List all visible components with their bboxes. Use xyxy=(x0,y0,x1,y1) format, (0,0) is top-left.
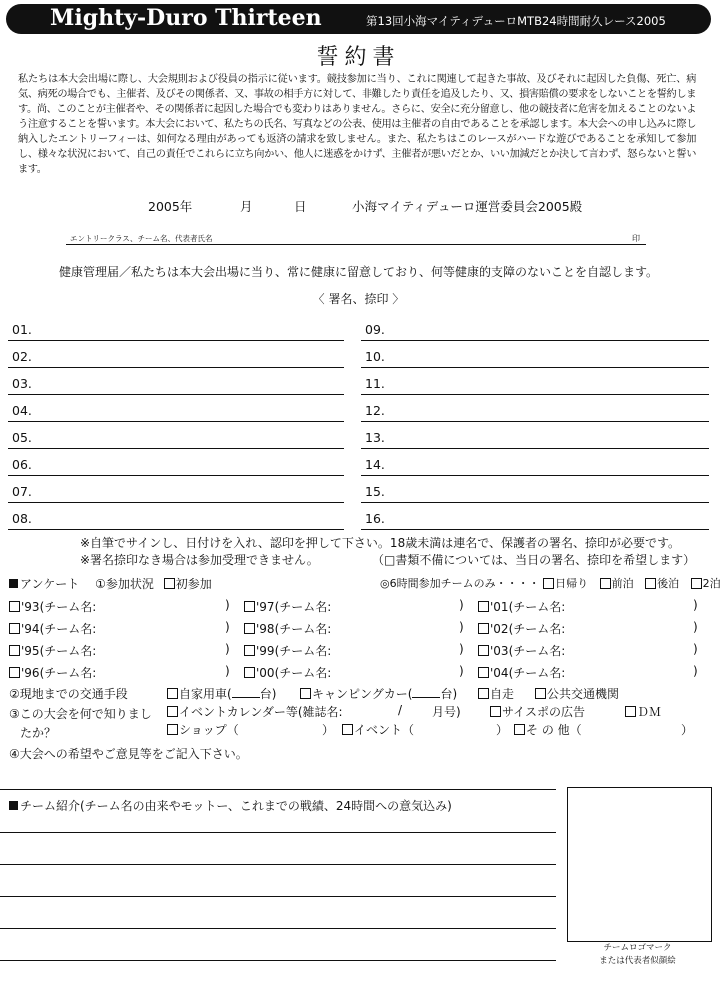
team-intro-line[interactable] xyxy=(0,896,556,897)
paren-close: ) xyxy=(225,642,230,656)
year-checkbox[interactable] xyxy=(244,601,255,612)
paren-close: ） xyxy=(681,723,694,737)
q3-label-line2: たか？ xyxy=(20,726,57,740)
day-trip-label: 日帰り xyxy=(555,577,589,590)
first-time-label: 初参加 xyxy=(175,577,212,591)
paren-close: ) xyxy=(225,664,230,678)
year-checkbox[interactable] xyxy=(9,623,20,634)
signature-row[interactable]: 13. xyxy=(361,421,709,449)
calendar-checkbox[interactable] xyxy=(167,706,178,717)
year-checkbox[interactable] xyxy=(9,601,20,612)
paren-close: ） xyxy=(322,723,335,737)
year-01[interactable]: '01(チーム名: xyxy=(478,598,565,615)
year-97[interactable]: '97(チーム名: xyxy=(244,598,331,615)
document-title: 誓約書 xyxy=(316,45,401,70)
public-transport-checkbox[interactable] xyxy=(535,688,546,699)
signature-row[interactable]: 05. xyxy=(8,421,344,449)
dm-checkbox[interactable] xyxy=(625,706,636,717)
stay-label: ◎6時間参加チームのみ・・・・ xyxy=(380,577,540,590)
camper-checkbox[interactable] xyxy=(300,688,311,699)
event-checkbox[interactable] xyxy=(342,724,353,735)
year-checkbox[interactable] xyxy=(478,601,489,612)
camper-count-field[interactable] xyxy=(412,697,440,698)
signature-row[interactable]: 11. xyxy=(361,367,709,395)
note-required: ※署名捺印なき場合は参加受理できません。 xyxy=(80,553,319,567)
bike-checkbox[interactable] xyxy=(478,688,489,699)
header-bar xyxy=(6,4,711,34)
entry-seal: 印 xyxy=(632,234,640,243)
magazine-slash: / xyxy=(398,703,403,717)
two-nights-checkbox[interactable] xyxy=(691,578,702,589)
other-checkbox[interactable] xyxy=(514,724,525,735)
team-intro-line[interactable] xyxy=(0,832,556,833)
year-checkbox[interactable] xyxy=(244,623,255,634)
paren-close: ) xyxy=(459,642,464,656)
year-checkbox[interactable] xyxy=(244,667,255,678)
signature-row[interactable]: 08. xyxy=(8,502,344,530)
year-04[interactable]: '04(チーム名: xyxy=(478,664,565,681)
sponsor-ad-checkbox[interactable] xyxy=(490,706,501,717)
entry-label: エントリークラス、チーム名、代表者氏名 xyxy=(70,234,213,243)
signature-heading: 〈 署名、捺印 〉 xyxy=(312,292,405,306)
q2-label: ②現地までの交通手段 xyxy=(9,687,128,701)
addressee: 小海マイティデューロ運営委員会2005殿 xyxy=(352,199,583,214)
year-checkbox[interactable] xyxy=(478,623,489,634)
signature-row[interactable]: 06. xyxy=(8,448,344,476)
paren-close: ) xyxy=(693,642,698,656)
logo-caption-2: または代表者似顔絵 xyxy=(599,956,676,966)
post-stay-label: 後泊 xyxy=(657,577,680,590)
team-intro-line[interactable] xyxy=(0,960,556,961)
paren-close: ) xyxy=(693,620,698,634)
paren-close: ) xyxy=(225,598,230,612)
date-day: 日 xyxy=(294,199,307,214)
source-sponsor-ad[interactable]: サイスポの広告 xyxy=(490,703,585,720)
date-month: 月 xyxy=(240,199,253,214)
transport-public[interactable]: 公共交通機関 xyxy=(535,685,619,702)
paren-close: ) xyxy=(459,598,464,612)
source-calendar[interactable]: イベントカレンダー等(雑誌名: xyxy=(167,703,343,720)
header-subtitle: 第13回小海マイティデューロMTB24時間耐久レース2005 xyxy=(366,14,666,28)
source-event[interactable]: イベント（ xyxy=(342,721,414,738)
team-intro-heading: チーム紹介(チーム名の由来やモットー、これまでの戦績、24時間への意気込み) xyxy=(20,799,452,813)
paren-close: ） xyxy=(496,723,509,737)
year-checkbox[interactable] xyxy=(244,645,255,656)
year-96[interactable]: '96(チーム名: xyxy=(9,664,96,681)
year-98[interactable]: '98(チーム名: xyxy=(244,620,331,637)
pre-stay-checkbox[interactable] xyxy=(600,578,611,589)
year-00[interactable]: '00(チーム名: xyxy=(244,664,331,681)
team-intro-line[interactable] xyxy=(0,864,556,865)
survey-heading-row xyxy=(9,575,212,592)
transport-camper[interactable]: キャンピングカー( 台) xyxy=(300,685,457,702)
paren-close: ) xyxy=(225,620,230,634)
source-other[interactable]: そ の 他（ xyxy=(514,721,582,738)
square-bullet-icon xyxy=(9,579,18,588)
signature-row[interactable]: 02. xyxy=(8,340,344,368)
note-documents: （□書類不備については、当日の署名、捺印を希望します） xyxy=(372,553,696,567)
shop-checkbox[interactable] xyxy=(167,724,178,735)
two-nights-label: 2泊 xyxy=(702,577,721,590)
post-stay-checkbox[interactable] xyxy=(645,578,656,589)
car-checkbox[interactable] xyxy=(167,688,178,699)
square-bullet-icon xyxy=(9,801,18,810)
transport-car[interactable]: 自家用車( 台) xyxy=(167,685,276,702)
q1-label: ①参加状況 xyxy=(95,577,154,591)
signature-row[interactable]: 01. xyxy=(8,313,344,341)
year-02[interactable]: '02(チーム名: xyxy=(478,620,565,637)
q4-label: ④大会への希望やご意見等をご記入下さい。 xyxy=(9,747,248,761)
team-intro-top-rule xyxy=(0,789,556,790)
signature-row[interactable]: 04. xyxy=(8,394,344,422)
team-intro-line[interactable] xyxy=(0,928,556,929)
team-logo-box[interactable] xyxy=(567,787,712,942)
car-count-field[interactable] xyxy=(232,697,260,698)
signature-row[interactable]: 15. xyxy=(361,475,709,503)
magazine-issue: 月号) xyxy=(432,705,461,719)
source-shop[interactable]: ショップ（ xyxy=(167,721,239,738)
signature-row[interactable]: 09. xyxy=(361,313,709,341)
stay-row xyxy=(380,575,721,591)
year-checkbox[interactable] xyxy=(478,667,489,678)
first-time-checkbox[interactable] xyxy=(164,578,175,589)
year-99[interactable]: '99(チーム名: xyxy=(244,642,331,659)
signature-row[interactable]: 16. xyxy=(361,502,709,530)
transport-bike[interactable]: 自走 xyxy=(478,685,514,702)
year-93[interactable]: '93(チーム名: xyxy=(9,598,96,615)
signature-row[interactable]: 07. xyxy=(8,475,344,503)
day-trip-checkbox[interactable] xyxy=(543,578,554,589)
survey-heading: アンケート xyxy=(20,577,80,591)
pledge-text: 私たちは本大会出場に際し、大会規則および役員の指示に従います。競技参加に当り、これに関連して起きた事故、及びそれに起因した負傷、死亡、病気、病死の場合でも、主催者、及びその関係者、又、事故の相手方に対して、非難したり責任を追及したり、又、損害賠償の要求をしないことを誓約します。尚、このことが主催者や、その関係者に起因した場合でも変わりはありません。さらに、安全に充分留意し、他の競技者に危害を加えることのないよう注意することを誓います。本大会において、私たちの氏名、写真などの公表、使用は主催者の自由であることを承認します。本大会への申し込みに際し納入したエントリーフィーは、如何なる理由があっても返済の請求を致しません。また、私たちはこのレースがハードな遊びであることを承知して参加し、様々な状況において、自己の責任でこれらに立ち向かい、他人に迷惑をかけず、主催者が悪いだとか、いい加減だとか決して言わず、怒らないと誓います。 xyxy=(18,74,696,175)
paren-close: ) xyxy=(693,664,698,678)
note-signature: ※自筆でサインし、日付けを入れ、認印を押して下さい。18歳未満は連名で、保護者の署名、捺印が必要です。 xyxy=(80,536,681,550)
signature-row[interactable]: 03. xyxy=(8,367,344,395)
date-year: 2005年 xyxy=(148,199,193,214)
q3-label-line1: ③この大会を何で知りまし xyxy=(9,707,152,721)
signature-row[interactable]: 14. xyxy=(361,448,709,476)
logo-caption-1: チームロゴマーク xyxy=(603,943,672,953)
pre-stay-label: 前泊 xyxy=(611,577,634,590)
year-94[interactable]: '94(チーム名: xyxy=(9,620,96,637)
source-dm[interactable]: ＤＭ xyxy=(625,703,661,720)
paren-close: ) xyxy=(459,664,464,678)
header-title: Mighty-Duro Thirteen xyxy=(50,5,322,31)
year-checkbox[interactable] xyxy=(9,645,20,656)
health-declaration: 健康管理届／私たちは本大会出場に当り、常に健康に留意しており、何等健康的支障のないことを自認します。 xyxy=(58,265,659,279)
signature-row[interactable]: 10. xyxy=(361,340,709,368)
year-checkbox[interactable] xyxy=(9,667,20,678)
paren-close: ) xyxy=(693,598,698,612)
year-checkbox[interactable] xyxy=(478,645,489,656)
signature-row[interactable]: 12. xyxy=(361,394,709,422)
team-intro-heading-row xyxy=(9,797,452,814)
paren-close: ) xyxy=(459,620,464,634)
year-03[interactable]: '03(チーム名: xyxy=(478,642,565,659)
year-95[interactable]: '95(チーム名: xyxy=(9,642,96,659)
